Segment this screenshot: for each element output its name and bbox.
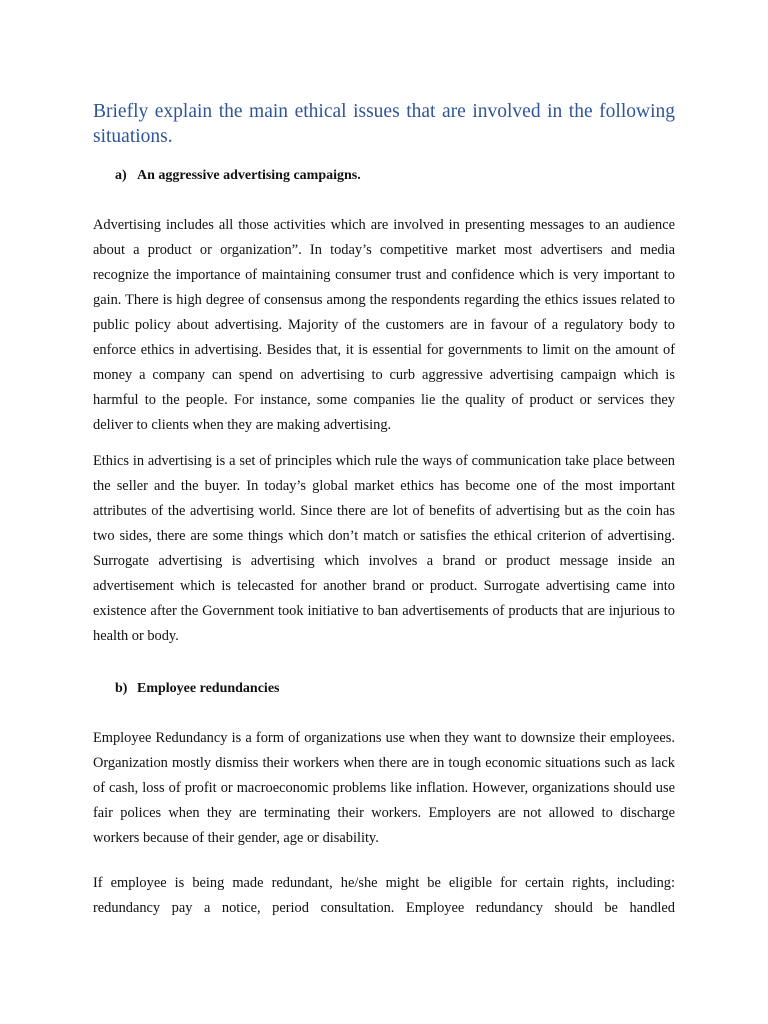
section-a-marker: a) xyxy=(115,168,127,183)
section-b-heading xyxy=(115,680,279,698)
page-heading: Briefly explain the main ethical issues that are involved in the following situations. xyxy=(93,101,675,147)
section-a-paragraph-1: Advertising includes all those activities which are involved in presenting messages to an audience about a product or organization”. In today’s competitive market most advertisers and media recognize the importance of maintaining consumer trust and confidence which is very important to gain. There is high degree of consensus among the respondents regarding the ethics issues related to public policy about advertising. Majority of the customers are in favour of a regulatory body to enforce ethics in advertising. Besides that, it is essential for governments to limit on the amount of money a company can spend on advertising to curb aggressive advertising campaign which is harmful to the people. For instance, some companies lie the quality of product or services they deliver to clients when they are making advertising. xyxy=(93,217,675,433)
section-a-title: An aggressive advertising campaigns. xyxy=(137,168,361,183)
section-a-heading xyxy=(115,167,361,185)
section-a-paragraph-2: Ethics in advertising is a set of principles which rule the ways of communication take place between the seller and the buyer. In today’s global market ethics has become one of the most important attributes of the advertising world. Since there are lot of benefits of advertising but as the coin has two sides, there are some things which don’t match or satisfies the ethical criterion of advertising. Surrogate advertising is advertising which involves a brand or product message inside an advertisement which is telecasted for another brand or product. Surrogate advertising came into existence after the Government took initiative to ban advertisements of products that are injurious to health or body. xyxy=(93,453,675,644)
section-b-marker: b) xyxy=(115,681,128,696)
section-b-paragraph-2: If employee is being made redundant, he/she might be eligible for certain rights, including: redundancy pay a notice, period consultation. Employee redundancy should be handled xyxy=(93,875,675,916)
section-b-paragraph-1: Employee Redundancy is a form of organizations use when they want to downsize their employees. Organization mostly dismiss their workers when there are in tough economic situations such as lack of cash, loss of profit or macroeconomic problems like inflation. However, organizations should use fair polices when they are terminating their workers. Employers are not allowed to discharge workers because of their gender, age or disability. xyxy=(93,730,675,846)
section-b-title: Employee redundancies xyxy=(137,681,280,696)
